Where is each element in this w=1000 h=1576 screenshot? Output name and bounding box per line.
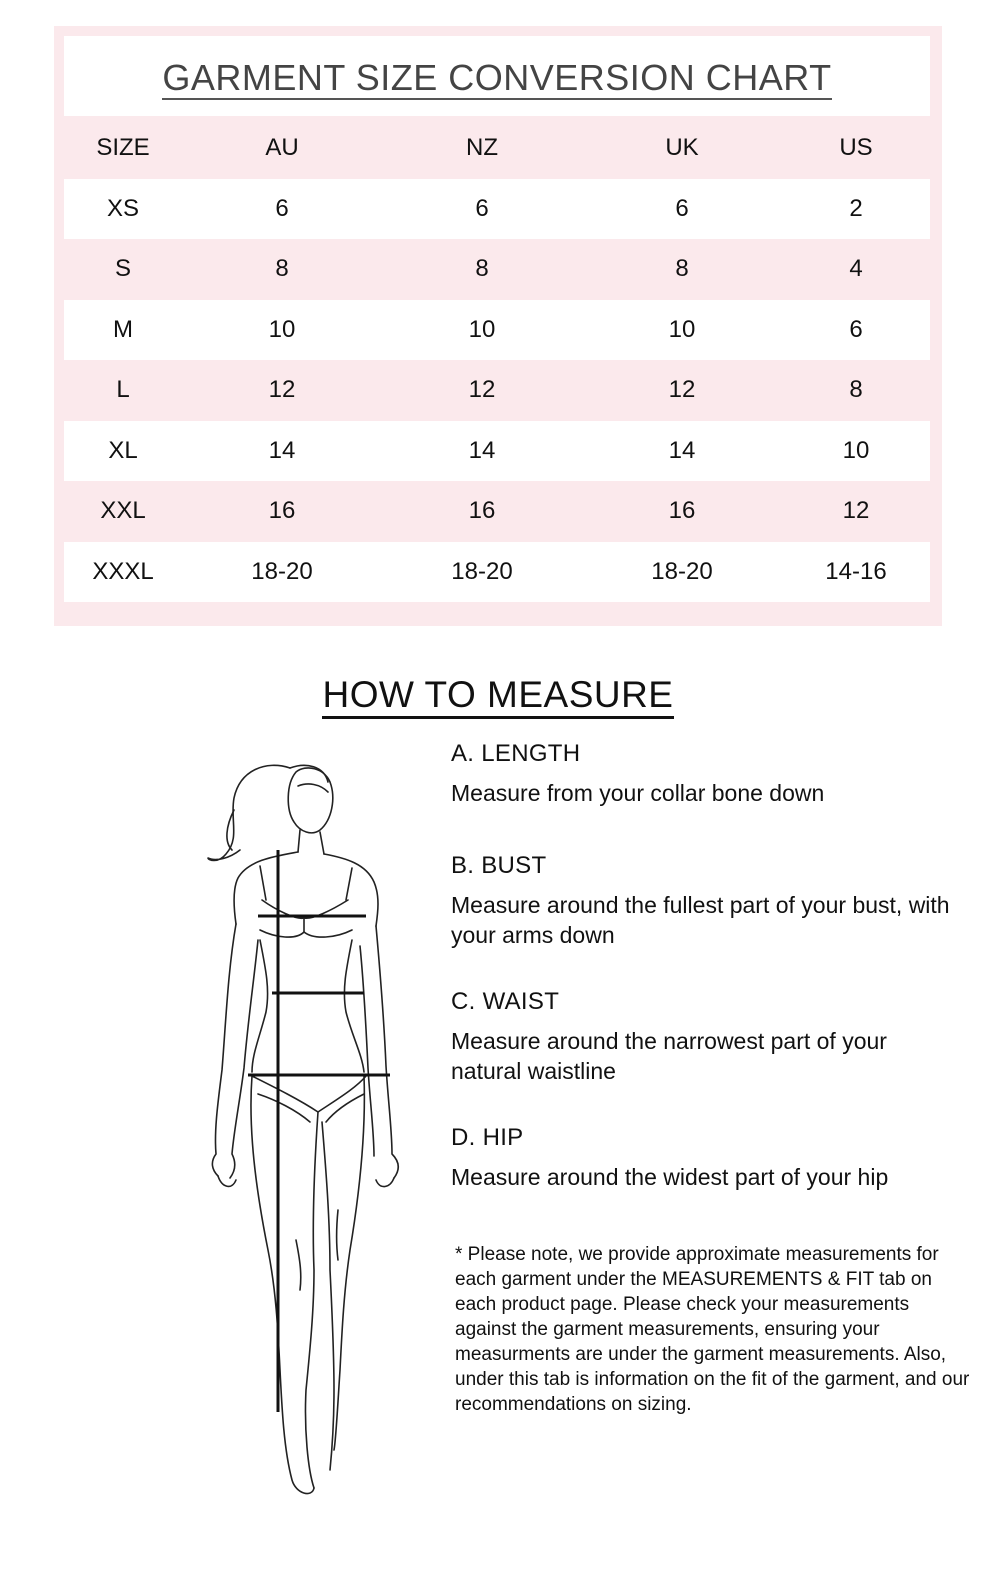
size-cell: L [64,360,182,421]
size-cell: XL [64,421,182,482]
step-waist [451,988,991,1086]
header-au: AU [182,118,382,179]
size-cell: XXL [64,481,182,542]
value-cell: 16 [182,481,382,542]
value-cell: 8 [782,360,930,421]
table-row [64,300,930,361]
value-cell: 10 [182,300,382,361]
value-cell: 6 [582,179,782,240]
chart-title: GARMENT SIZE CONVERSION CHART [162,57,832,98]
size-cell: XXXL [64,542,182,603]
value-cell: 18-20 [582,542,782,603]
value-cell: 6 [182,179,382,240]
value-cell: 2 [782,179,930,240]
table-row [64,360,930,421]
step-label: D. HIP [451,1124,524,1151]
size-cell: XS [64,179,182,240]
value-cell: 14 [182,421,382,482]
table-header-row [64,118,930,179]
step-length [451,740,991,808]
size-cell: M [64,300,182,361]
value-cell: 18-20 [382,542,582,603]
how-to-measure-heading: HOW TO MEASURE [322,674,673,719]
step-label: C. WAIST [451,988,560,1015]
value-cell: 14 [382,421,582,482]
table-row [64,481,930,542]
how-to-measure-title [0,674,996,716]
value-cell: 10 [382,300,582,361]
size-cell: S [64,239,182,300]
value-cell: 14 [582,421,782,482]
female-body-outline-illustration [196,750,416,1510]
step-text: Measure around the narrowest part of your natural waistline [451,1028,887,1084]
value-cell: 4 [782,239,930,300]
step-hip [451,1124,991,1192]
table-row [64,239,930,300]
table-row [64,421,930,482]
value-cell: 14-16 [782,542,930,603]
step-bust [451,852,991,950]
value-cell: 12 [782,481,930,542]
table-row [64,179,930,240]
value-cell: 8 [182,239,382,300]
value-cell: 8 [382,239,582,300]
chart-title-box [64,36,930,116]
header-size: SIZE [64,118,182,179]
header-nz: NZ [382,118,582,179]
header-us: US [782,118,930,179]
size-conversion-table [64,118,930,602]
header-uk: UK [582,118,782,179]
value-cell: 6 [382,179,582,240]
sizing-note: * Please note, we provide approximate measurements for each garment under the MEASUREMENTS & FIT tab on each product page. Please check your measurements against the garment measurements, ensuring your measurments are under the garment measurements. Also, under this tab is information on the fit of the garment, and our recommendations on sizing. [455,1244,970,1415]
value-cell: 6 [782,300,930,361]
value-cell: 8 [582,239,782,300]
value-cell: 16 [382,481,582,542]
value-cell: 10 [582,300,782,361]
value-cell: 12 [582,360,782,421]
value-cell: 16 [582,481,782,542]
measurement-instructions [451,740,991,1222]
step-text: Measure around the fullest part of your bust, with your arms down [451,892,950,948]
size-chart-panel [54,26,942,626]
value-cell: 12 [382,360,582,421]
value-cell: 18-20 [182,542,382,603]
step-label: B. BUST [451,852,547,879]
step-text: Measure from your collar bone down [451,780,825,806]
value-cell: 12 [182,360,382,421]
table-row [64,542,930,603]
step-text: Measure around the widest part of your hip [451,1164,889,1190]
step-label: A. LENGTH [451,740,581,767]
value-cell: 10 [782,421,930,482]
